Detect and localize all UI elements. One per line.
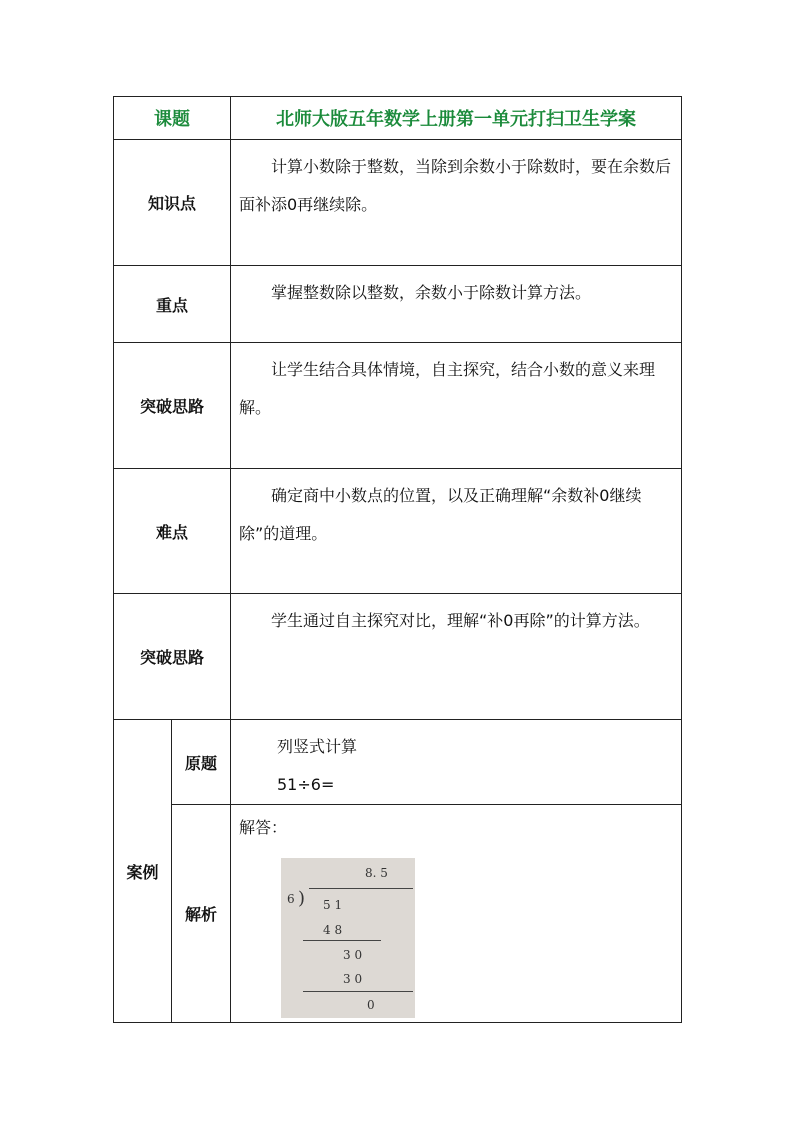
analysis-label: 解析 <box>172 805 231 1023</box>
case-label: 案例 <box>114 720 172 1023</box>
row-text: 掌握整数除以整数，余数小于除数计算方法。 <box>271 283 592 302</box>
problem-expression: 51÷6= <box>277 775 335 794</box>
subtract-step-1: 4 8 <box>323 923 343 937</box>
table-row <box>114 266 682 343</box>
table-row <box>114 469 682 594</box>
row-text: 计算小数除于整数，当除到余数小于除数时，要在余数后面补添0再继续除。 <box>239 157 672 214</box>
remainder-2: 0 <box>367 998 375 1012</box>
lesson-plan-table <box>113 96 682 1023</box>
dividend: 5 1 <box>323 898 343 912</box>
case-analysis-row <box>114 805 682 1023</box>
problem-instruction: 列竖式计算 <box>277 737 358 756</box>
table-row <box>114 343 682 469</box>
division-bracket: ) <box>298 888 306 909</box>
subtract-step-2: 3 0 <box>343 972 363 986</box>
division-line <box>303 940 381 941</box>
table-row <box>114 140 682 266</box>
title-value: 北师大版五年数学上册第一单元打扫卫生学案 <box>231 97 682 140</box>
row-label: 突破思路 <box>114 343 231 469</box>
problem-label: 原题 <box>172 720 231 805</box>
divisor: 6 <box>287 892 295 906</box>
row-label: 难点 <box>114 469 231 594</box>
remainder-1: 3 0 <box>343 948 363 962</box>
title-row <box>114 97 682 140</box>
long-division-photo <box>281 858 415 1018</box>
title-label: 课题 <box>114 97 231 140</box>
row-text: 让学生结合具体情境，自主探究，结合小数的意义来理解。 <box>239 360 656 417</box>
row-label: 知识点 <box>114 140 231 266</box>
table-row <box>114 594 682 720</box>
row-text: 确定商中小数点的位置，以及正确理解“余数补0继续除”的道理。 <box>239 486 642 543</box>
division-bar <box>309 888 413 889</box>
case-problem-row <box>114 720 682 805</box>
division-line <box>303 991 413 992</box>
row-text: 学生通过自主探究对比，理解“补0再除”的计算方法。 <box>271 611 650 630</box>
row-label: 重点 <box>114 266 231 343</box>
quotient: 8. 5 <box>365 866 388 880</box>
row-label: 突破思路 <box>114 594 231 720</box>
answer-label: 解答： <box>239 818 288 837</box>
